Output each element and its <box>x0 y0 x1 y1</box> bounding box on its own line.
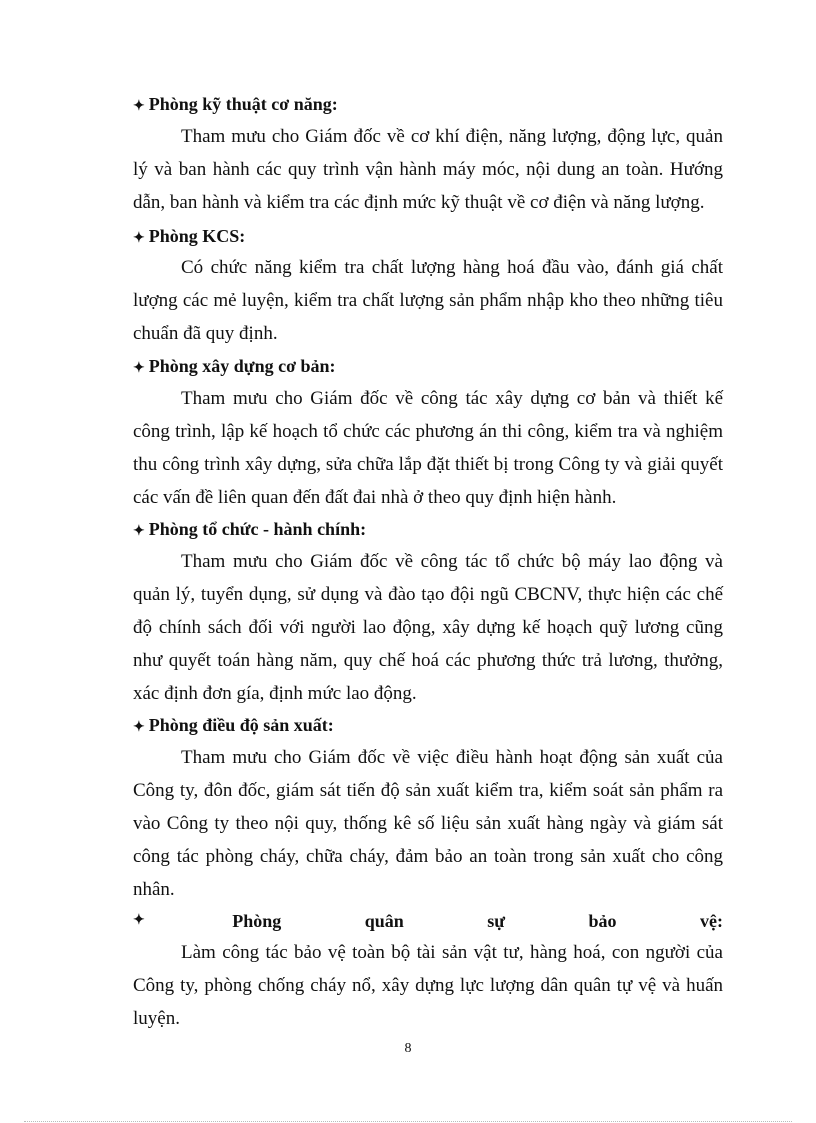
heading-word: bảo <box>588 911 617 931</box>
heading-word: sự <box>487 911 506 931</box>
section-heading-to-chuc <box>133 517 366 544</box>
heading-text: Phòng xây dựng cơ bản: <box>148 356 336 376</box>
bullet-star-icon: ✦ <box>133 231 145 246</box>
bullet-star-icon: ✦ <box>133 361 145 376</box>
heading-word: Phòng <box>232 911 282 931</box>
heading-word: quân <box>364 911 404 931</box>
bullet-star-icon: ✦ <box>133 913 145 928</box>
section-heading-ky-thuat <box>133 92 338 119</box>
section-body-dieu-do: Tham mưu cho Giám đốc về việc điều hành hoạt động sản xuất của Công ty, đôn đốc, giám sát tiến độ sản xuất kiểm tra, kiểm soát sản phẩm ra vào Công ty theo nội quy, thống kê số liệu sản xuất hàng ngày và giám sát công tác phòng cháy, chữa cháy, đảm bảo an toàn trong sản xuất cho công nhân. <box>133 747 723 900</box>
heading-text: Phòng KCS: <box>148 226 246 246</box>
bullet-star-icon: ✦ <box>133 524 145 539</box>
section-body-quan-su: Làm công tác bảo vệ toàn bộ tài sản vật tư, hàng hoá, con người của Công ty, phòng chống cháy nổ, xây dựng lực lượng dân quân tự vệ và huấn luyện. <box>133 942 723 1029</box>
heading-text: Phòng điều độ sản xuất: <box>148 715 334 735</box>
section-body-ky-thuat: Tham mưu cho Giám đốc về cơ khí điện, năng lượng, động lực, quản lý và ban hành các quy trình vận hành máy móc, nội dung an toàn. Hướng dẫn, ban hành và kiểm tra các định mức kỹ thuật về cơ điện và năng lượng. <box>133 126 723 213</box>
section-heading-quan-su <box>133 909 723 933</box>
section-body-kcs: Có chức năng kiểm tra chất lượng hàng hoá đầu vào, đánh giá chất lượng các mẻ luyện, kiểm tra chất lượng sản phẩm nhập kho theo những tiêu chuẩn đã quy định. <box>133 257 723 344</box>
bullet-star-icon: ✦ <box>133 720 145 735</box>
section-heading-kcs <box>133 224 245 251</box>
heading-text: Phòng tổ chức - hành chính: <box>148 519 367 539</box>
heading-text: Phòng kỹ thuật cơ năng: <box>148 94 338 114</box>
section-body-xay-dung: Tham mưu cho Giám đốc về công tác xây dựng cơ bản và thiết kế công trình, lập kế hoạch tổ chức các phương án thi công, kiểm tra và nghiệm thu công trình xây dựng, sửa chữa lắp đặt thiết bị trong Công ty và giải quyết các vấn đề liên quan đến đất đai nhà ở theo quy định hiện hành. <box>133 388 723 508</box>
page-bottom-divider <box>24 1121 792 1122</box>
page-number: 8 <box>404 1041 412 1056</box>
bullet-star-icon: ✦ <box>133 99 145 114</box>
section-heading-xay-dung <box>133 354 336 381</box>
section-body-to-chuc: Tham mưu cho Giám đốc về công tác tổ chức bộ máy lao động và quản lý, tuyển dụng, sử dụng và đào tạo đội ngũ CBCNV, thực hiện các chế độ chính sách đối với người lao động, xây dựng kế hoạch quỹ lương cũng như quyết toán hàng năm, quy chế hoá các phương thức trả lương, thưởng, xác định đơn gía, định mức lao động. <box>133 551 723 704</box>
section-heading-dieu-do <box>133 713 334 740</box>
heading-word: vệ: <box>699 911 723 931</box>
